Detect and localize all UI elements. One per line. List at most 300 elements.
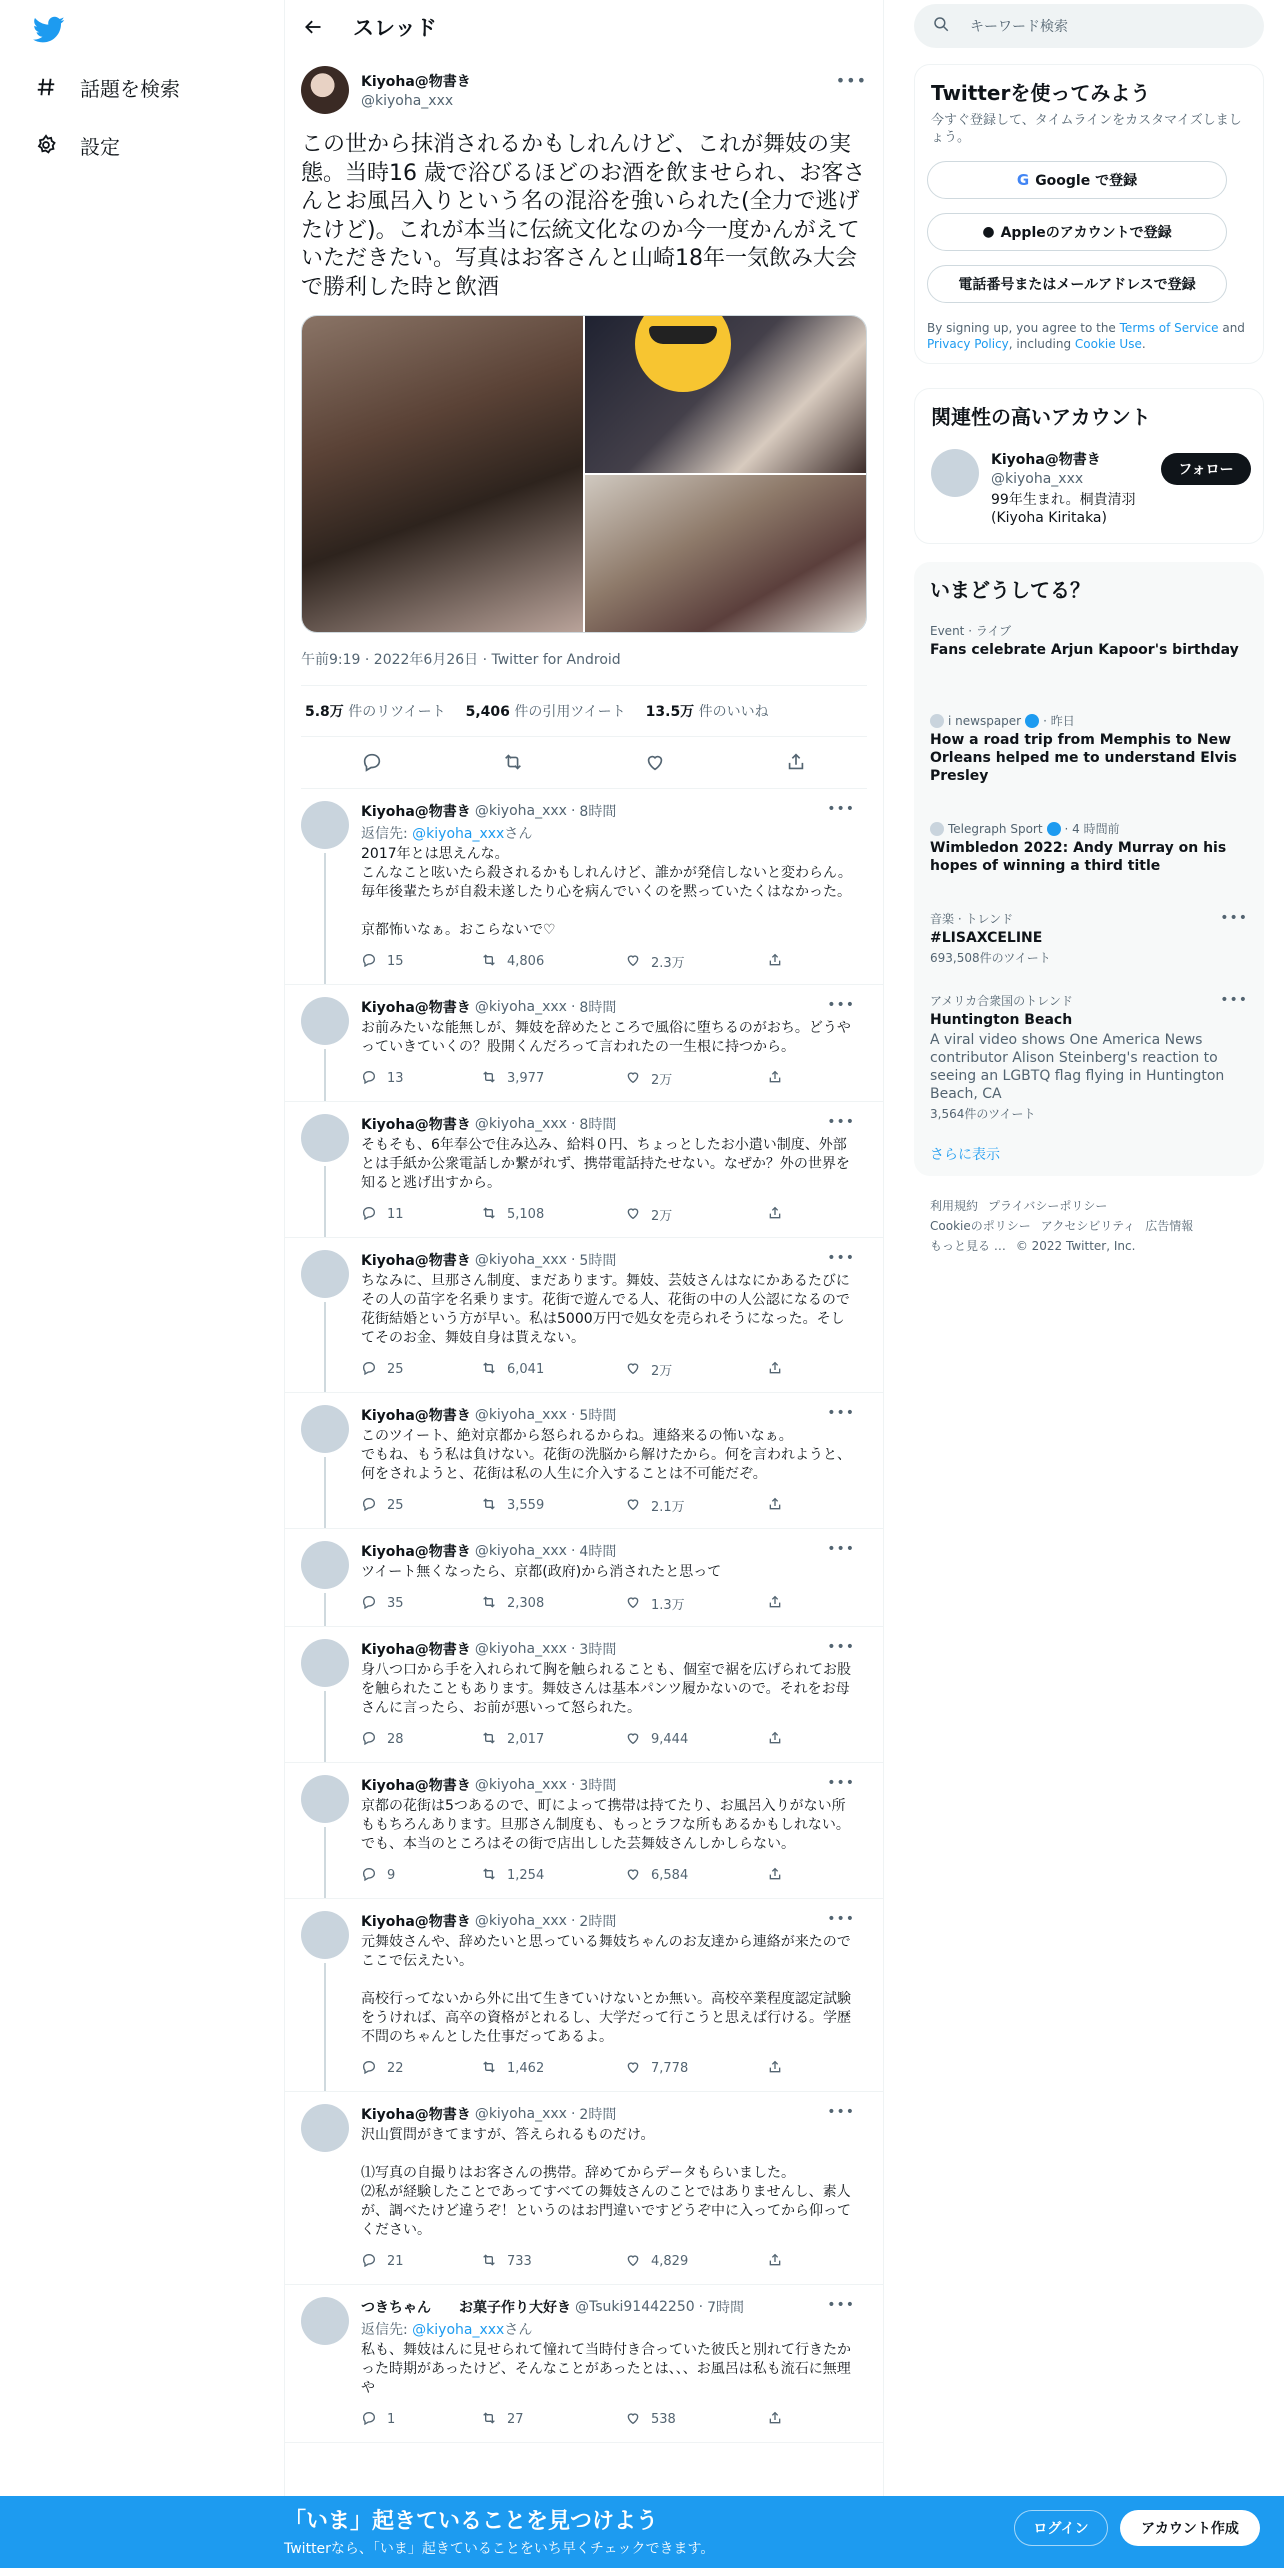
like-count[interactable] [646,701,769,721]
like-icon [625,1360,651,1380]
retweet-button[interactable] [481,1730,625,1750]
reply-text: 2017年とは思えんな。 こんなこと呟いたら殺されるかもしれんけど、誰かが発信しないと変わらん。毎年後輩たちが自殺未遂したり心を病んでいくのを黙っていたくはなかった。 京都怖いなぁ。おこらないで♡ [361,845,852,938]
reply-author-name[interactable]: Kiyoha@物書き [361,1913,471,1930]
stat-number: 5.8万 [305,703,344,720]
reply-button[interactable] [361,2059,481,2079]
reply-actions [361,1866,855,1886]
terms-text: , including [1008,337,1075,351]
search-icon [932,15,950,37]
nav-explore-label: 話題を検索 [80,76,180,101]
apple-signup-button[interactable] [927,213,1227,251]
retweet-button[interactable] [481,1594,625,1614]
more-options-icon[interactable]: ••• [835,71,867,90]
share-icon [767,2410,793,2430]
bottom-bar-subtitle: Twitterなら、「いま」起きていることをいち早くチェックできます。 [284,2541,715,2557]
retweet-count: 3,977 [507,1071,545,1087]
hashtag-icon [34,75,58,99]
like-button[interactable] [625,2252,767,2272]
terms-text: . [1141,337,1146,351]
share-button[interactable] [767,1866,793,1886]
avatar[interactable] [301,801,349,849]
reply-actions [361,1496,855,1516]
related-name[interactable]: Kiyoha@物書き [991,452,1101,468]
trend-context: 音楽 · トレンド [930,912,1014,926]
footer-link[interactable]: もっと見る … [930,1239,1006,1253]
like-icon [625,2252,651,2272]
reply-icon [361,2252,387,2272]
related-bio: 99年生まれ。桐貴清羽(Kiyoha Kiritaka) [991,492,1136,526]
author-handle[interactable]: @kiyoha_xxx [361,93,454,109]
reply-button[interactable] [361,1730,481,1750]
reply-author-handle[interactable]: @Tsuki91442250 [575,2298,695,2315]
reply-icon [361,1069,387,1089]
like-button[interactable] [625,1594,767,1614]
avatar[interactable] [301,997,349,1045]
like-count: 2万 [651,1073,673,1089]
reply-time[interactable]: 2時間 [579,1913,617,1930]
stat-number: 13.5万 [645,703,695,720]
tweet-photo[interactable] [585,316,866,473]
reply-tweet[interactable] [285,1529,883,1627]
reply-author-name[interactable]: Kiyoha@物書き [361,1641,471,1658]
trend-source: Telegraph Sport [948,821,1043,836]
trend-item[interactable] [930,712,1248,785]
reply-tweet[interactable] [285,1102,883,1238]
reply-text: 私も、舞妓はんに見せられて憧れて当時付き合っていた彼氏と別れて行きたかった時期があったけど、そんなことがあったとは、、、お風呂は私も流石に無理 や [361,2341,870,2396]
replying-to-handle[interactable]: @kiyoha_xxx [412,825,505,842]
more-options-icon[interactable]: ••• [827,1404,855,1421]
share-icon [767,2252,793,2272]
reply-text: このツイート、絶対京都から怒られるからね。連絡来るの怖いなぁ。 でもね、もう私は負けない。花街の洗脳から解けたから。何を言われようと、何をされようと、花街は私の人生に介入することは不可能だぞ。 [361,1427,851,1482]
more-options-icon[interactable]: ••• [827,800,855,817]
avatar[interactable] [301,2297,349,2345]
reply-tweet[interactable] [285,1763,883,1899]
retweet-count: 2,017 [507,1732,545,1748]
thread-line [324,1963,326,2091]
thread-line [324,853,326,984]
retweet-button[interactable] [481,1205,625,1225]
more-options-icon[interactable]: ••• [827,1910,855,1927]
nav-settings-label: 設定 [80,134,120,159]
share-button[interactable] [767,2252,793,2272]
reply-count: 11 [387,1207,404,1223]
reply-time[interactable]: 5時間 [579,1252,617,1269]
back-arrow-icon[interactable] [301,15,325,39]
reply-separator: · [570,1912,576,1929]
footer-link[interactable]: プライバシーポリシー [988,1199,1108,1213]
terms-of-service-link[interactable]: Terms of Service [1119,321,1219,335]
like-button[interactable] [625,1496,767,1516]
verified-badge-icon [1025,714,1039,728]
reply-text: 身八つ口から手を入れられて胸を触られることも、個室で裾を広げられてお股を触られたこともあります。舞妓さんは基本パンツ履かないので。それをお母さんに言ったら、お前が悪いって怒られた。 [361,1661,851,1716]
reply-author-name[interactable]: つきちゃん お菓子作り大好き [361,2299,571,2316]
trend-title: #LISAXCELINE [930,930,1043,946]
related-title: 関連性の高いアカウント [931,405,1151,429]
more-options-icon[interactable]: ••• [827,1249,855,1266]
reply-tweet[interactable] [285,789,883,985]
share-button[interactable] [767,1205,793,1225]
source-avatar [930,822,944,836]
reply-separator: · [570,1251,576,1268]
avatar[interactable] [301,1911,349,1959]
reply-count: 1 [387,2412,396,2428]
more-options-icon[interactable]: ••• [827,1113,855,1130]
terms-text: and [1218,321,1245,335]
retweet-button[interactable] [481,1360,625,1380]
retweet-button[interactable] [481,2410,625,2430]
more-options-icon[interactable]: ••• [1220,992,1248,1008]
like-icon [625,2410,651,2430]
trend-context [930,820,1248,837]
reply-author-handle[interactable]: @kiyoha_xxx [474,2105,567,2122]
footer-link[interactable]: 広告情報 [1145,1219,1194,1233]
reply-time[interactable]: 7時間 [707,2299,745,2316]
reply-button[interactable] [361,1360,481,1380]
reply-icon [361,1866,387,1886]
like-button[interactable] [625,1866,767,1886]
avatar[interactable] [301,1541,349,1589]
share-icon [767,1730,793,1750]
retweet-button[interactable] [481,2252,625,2272]
quote-count[interactable] [466,701,626,721]
apple-signup-label: Appleのアカウントで登録 [1000,225,1172,241]
retweet-icon [481,952,507,972]
google-signup-label: Google で登録 [1035,173,1138,189]
reply-separator: · [570,1406,576,1423]
reply-actions [361,1360,855,1380]
cookie-use-link[interactable]: Cookie Use [1074,337,1142,351]
search-input[interactable] [914,4,1264,48]
reply-author-name[interactable]: Kiyoha@物書き [361,1777,471,1794]
reply-actions [361,2252,855,2272]
retweet-button[interactable] [481,1866,625,1886]
trend-title: Wimbledon 2022: Andy Murray on his hopes of winning a third title [930,840,1227,874]
avatar[interactable] [301,1639,349,1687]
reply-count: 35 [387,1596,404,1612]
reply-button[interactable] [361,2252,481,2272]
signup-terms [927,320,1247,352]
retweet-count: 3,559 [507,1498,545,1514]
reply-actions [361,1594,855,1614]
trends-card [914,562,1264,1176]
author-name[interactable]: Kiyoha@物書き [361,74,471,90]
reply-time[interactable]: 3時間 [579,1641,617,1658]
sunglasses-emoji-icon [635,315,731,392]
retweet-button[interactable] [481,952,625,972]
bottom-signup-bar [0,2496,1284,2568]
retweet-icon [481,1730,507,1750]
reply-text: ちなみに、旦那さん制度、まだあります。舞妓、芸妓さんはなにかあるたびにその人の苗字を名乗ります。花街で遊んでる人、花街の中の人公認になるので花街結婚という方が早い。私は5000万円で処女を売られそうになった。そしてそのお金、舞妓自身は貰えない。 [361,1272,850,1346]
like-button[interactable] [625,1730,767,1750]
retweet-count: 6,041 [507,1362,545,1378]
like-icon[interactable] [644,751,666,773]
trend-description: A viral video shows One America News contributor Alison Steinberg's reaction to seeing an LGBTQ flag flying in Huntington Beach, CA [930,1032,1225,1102]
reply-actions [361,1069,855,1089]
trend-context [930,712,1248,729]
reply-count: 9 [387,1868,396,1884]
page-title: スレッド [353,15,437,40]
more-options-icon[interactable]: ••• [827,2103,855,2120]
tweet-actions [301,737,867,789]
follow-button[interactable]: フォロー [1161,453,1251,485]
reply-actions [361,2410,855,2430]
google-signup-button[interactable] [927,161,1227,199]
reply-actions [361,1730,855,1750]
nav-settings[interactable] [34,125,120,165]
like-button[interactable] [625,1205,767,1225]
trend-time: · 昨日 [1043,714,1075,728]
retweet-count[interactable] [305,701,446,721]
reply-text: ツイート無くなったら、京都(政府)から消されたと思って [361,1563,722,1580]
footer-link[interactable]: アクセシビリティ [1040,1219,1136,1233]
like-count: 6,584 [651,1868,689,1884]
tweet-media-grid [301,315,867,633]
more-options-icon[interactable]: ••• [827,2296,855,2313]
like-count: 9,444 [651,1732,689,1748]
more-options-icon[interactable]: ••• [827,996,855,1013]
reply-author-handle[interactable]: @kiyoha_xxx [474,802,567,819]
google-icon: G [1016,171,1030,189]
replying-to [361,823,855,843]
reply-actions [361,1205,855,1225]
retweet-button[interactable] [481,2059,625,2079]
trend-item[interactable] [930,622,1248,659]
reply-author-name[interactable]: Kiyoha@物書き [361,999,471,1016]
gear-icon [34,133,58,157]
reply-icon [361,1594,387,1614]
trend-context: Event · ライブ [930,624,1012,638]
tweet-text: この世から抹消されるかもしれんけど、これが舞妓の実態。当時16 歳で浴びるほどのお酒を飲ませられ、お客さんとお風呂入りという名の混浴を強いられた(全力で逃げたけど)。これが本当に伝統文化なのか今一度かんがえていただきたい。写真はお客さんと山崎18年一気飲み大会で勝利した時と飲酒 [301,132,866,300]
tweet-photo[interactable] [585,475,866,632]
like-icon [625,1730,651,1750]
reply-icon [361,952,387,972]
avatar[interactable] [301,1405,349,1453]
more-options-icon[interactable]: ••• [827,1540,855,1557]
retweet-icon [481,2059,507,2079]
reply-author-name[interactable]: Kiyoha@物書き [361,2106,471,2123]
stat-number: 5,406 [465,703,510,720]
reply-tweet[interactable] [285,2092,883,2285]
more-options-icon[interactable]: ••• [827,1638,855,1655]
trends-title: いまどうしてる？ [930,578,1090,602]
reply-button[interactable] [361,952,481,972]
phone-email-signup-label: 電話番号またはメールアドレスで登録 [958,277,1196,293]
replying-to-suffix: さん [504,2321,533,2338]
retweet-icon[interactable] [502,751,524,773]
reply-icon [361,2410,387,2430]
apple-icon: ● [982,224,995,240]
like-button[interactable] [625,1069,767,1089]
share-button[interactable] [767,1360,793,1380]
like-button[interactable] [625,952,767,972]
avatar[interactable] [301,1250,349,1298]
avatar[interactable] [301,66,349,114]
like-count: 7,778 [651,2061,689,2077]
stat-label: 件のいいね [698,703,769,720]
like-count: 1.3万 [651,1598,685,1614]
replying-to [361,2319,855,2339]
retweet-icon [481,1496,507,1516]
related-handle[interactable]: @kiyoha_xxx [991,471,1084,487]
reply-separator: · [570,1776,576,1793]
signup-subtitle: 今すぐ登録して、タイムラインをカスタマイズしましょう。 [931,113,1242,145]
reply-time[interactable]: 4時間 [579,1543,617,1560]
privacy-policy-link[interactable]: Privacy Policy [927,337,1009,351]
signup-button[interactable]: アカウント作成 [1120,2510,1260,2546]
share-button[interactable] [767,2410,793,2430]
like-button[interactable] [625,1360,767,1380]
reply-author-handle[interactable]: @kiyoha_xxx [474,1406,567,1423]
share-button[interactable] [767,1594,793,1614]
share-icon [767,1360,793,1380]
nav-explore[interactable] [34,67,180,107]
reply-author-name[interactable]: Kiyoha@物書き [361,1252,471,1269]
reply-tweet[interactable] [285,1899,883,2092]
replying-to-prefix: 返信先: [361,825,413,842]
share-icon [767,1205,793,1225]
like-icon [625,1069,651,1089]
reply-author-handle[interactable]: @kiyoha_xxx [474,1640,567,1657]
twitter-logo-icon[interactable] [33,16,65,44]
share-button[interactable] [767,1730,793,1750]
footer-link[interactable]: 利用規約 [930,1199,979,1213]
reply-time[interactable]: 5時間 [579,1407,617,1424]
phone-email-signup-button[interactable] [927,265,1227,303]
login-button[interactable]: ログイン [1014,2510,1108,2546]
retweet-icon [481,1360,507,1380]
retweet-button[interactable] [481,1069,625,1089]
share-button[interactable] [767,1496,793,1516]
share-icon [767,1594,793,1614]
replying-to-prefix: 返信先: [361,2321,413,2338]
reply-button[interactable] [361,1205,481,1225]
show-more-link[interactable]: さらに表示 [930,1147,1000,1163]
share-button[interactable] [767,952,793,972]
trend-item[interactable] [930,992,1248,1122]
reply-author-handle[interactable]: @kiyoha_xxx [474,998,567,1015]
reply-time[interactable]: 8時間 [579,803,617,820]
share-button[interactable] [767,2059,793,2079]
reply-button[interactable] [361,1594,481,1614]
reply-author-name[interactable]: Kiyoha@物書き [361,803,471,820]
trend-source: i newspaper [948,713,1022,728]
share-button[interactable] [767,1069,793,1089]
share-icon [767,1069,793,1089]
reply-time[interactable]: 3時間 [579,1777,617,1794]
avatar[interactable] [931,449,979,497]
reply-time[interactable]: 8時間 [579,1116,617,1133]
reply-tweet[interactable] [285,1393,883,1529]
reply-author-name[interactable]: Kiyoha@物書き [361,1543,471,1560]
footer-link[interactable]: Cookieのポリシー [930,1219,1031,1233]
share-icon [767,1866,793,1886]
trend-count: 3,564件のツイート [930,1107,1036,1121]
more-options-icon[interactable]: ••• [827,1774,855,1791]
terms-text: By signing up, you agree to the [927,321,1120,335]
like-button[interactable] [625,2059,767,2079]
tweet-author [301,65,867,115]
thread-line [324,1827,326,1898]
reply-actions [361,2059,855,2079]
reply-author-handle[interactable]: @kiyoha_xxx [474,1115,567,1132]
reply-author-name[interactable]: Kiyoha@物書き [361,1407,471,1424]
reply-count: 28 [387,1732,404,1748]
trend-time: · 4 時間前 [1064,822,1120,836]
reply-button[interactable] [361,1069,481,1089]
reply-separator: · [698,2298,704,2315]
reply-time[interactable]: 2時間 [579,2106,617,2123]
reply-text: 元舞妓さんや、辞めたいと思っている舞妓ちゃんのお友達から連絡が来たのでここで伝えたい。 高校行ってないから外に出て生きていけないとか無い。高校卒業程度認定試験をうければ、高卒の資格がとれるし、大学だって行こうと思えば行ける。学歴不問のちゃんとした仕事だってあるよ。 [361,1933,851,2045]
retweet-icon [481,1205,507,1225]
stat-label: 件の引用ツイート [514,703,626,720]
retweet-count: 2,308 [507,1596,545,1612]
tweet-timestamp[interactable]: 午前9:19 · 2022年6月26日 · Twitter for Android [301,651,621,668]
reply-author-name[interactable]: Kiyoha@物書き [361,1116,471,1133]
signup-card [914,64,1264,364]
trend-item[interactable] [930,820,1248,875]
reply-tweet[interactable] [285,1627,883,1763]
reply-button[interactable] [361,1496,481,1516]
reply-button[interactable] [361,2410,481,2430]
reply-text: 沢山質問がきてますが、答えられるものだけ。 ⑴写真の自撮りはお客さんの携帯。辞めてからデータもらいました。 ⑵私が経験したことであってすべての舞妓さんのことではありませんし、素人が、調べたけど違うぞ！というのはお門違いですどうぞ中に入ってから仰ってください。 [361,2126,851,2238]
reply-list [285,789,883,2443]
retweet-button[interactable] [481,1496,625,1516]
avatar[interactable] [301,1775,349,1823]
thread-line [324,1691,326,1762]
trend-item[interactable] [930,910,1248,966]
reply-author-handle[interactable]: @kiyoha_xxx [474,1912,567,1929]
retweet-count: 1,254 [507,1868,545,1884]
reply-icon [361,1496,387,1516]
reply-separator: · [570,2105,576,2122]
related-accounts-card [914,388,1264,544]
reply-tweet[interactable] [285,2285,883,2443]
search-placeholder: キーワード検索 [970,19,1068,35]
left-nav [0,0,284,2568]
share-icon[interactable] [785,751,807,773]
like-button[interactable] [625,2410,767,2430]
reply-author-handle[interactable]: @kiyoha_xxx [474,1776,567,1793]
reply-button[interactable] [361,1866,481,1886]
thread-line [324,1049,326,1101]
like-icon [625,1496,651,1516]
retweet-count: 733 [507,2254,532,2270]
reply-author-handle[interactable]: @kiyoha_xxx [474,1251,567,1268]
reply-author-handle[interactable]: @kiyoha_xxx [474,1542,567,1559]
like-count: 2万 [651,1364,673,1380]
avatar[interactable] [301,1114,349,1162]
avatar[interactable] [301,2104,349,2152]
retweet-count: 4,806 [507,954,545,970]
reply-tweet[interactable] [285,985,883,1102]
reply-text: 京都の花街は5つあるので、町によって携帯は持てたり、お風呂入りがない所ももちろんあります。旦那さん制度も、もっとラフな所もあるかもしれない。でも、本当のところはその街で店出しした芸舞妓さんしかしらない。 [361,1797,850,1852]
reply-icon[interactable] [361,751,383,773]
like-icon [625,1594,651,1614]
like-icon [625,952,651,972]
reply-tweet[interactable] [285,1238,883,1393]
like-count: 2万 [651,1209,673,1225]
reply-separator: · [570,998,576,1015]
retweet-icon [481,1594,507,1614]
more-options-icon[interactable]: ••• [1220,910,1248,926]
share-icon [767,952,793,972]
verified-badge-icon [1047,822,1061,836]
replying-to-handle[interactable]: @kiyoha_xxx [412,2321,505,2338]
source-avatar [930,714,944,728]
tweet-photo[interactable] [302,316,583,632]
like-icon [625,1866,651,1886]
reply-time[interactable]: 8時間 [579,999,617,1016]
